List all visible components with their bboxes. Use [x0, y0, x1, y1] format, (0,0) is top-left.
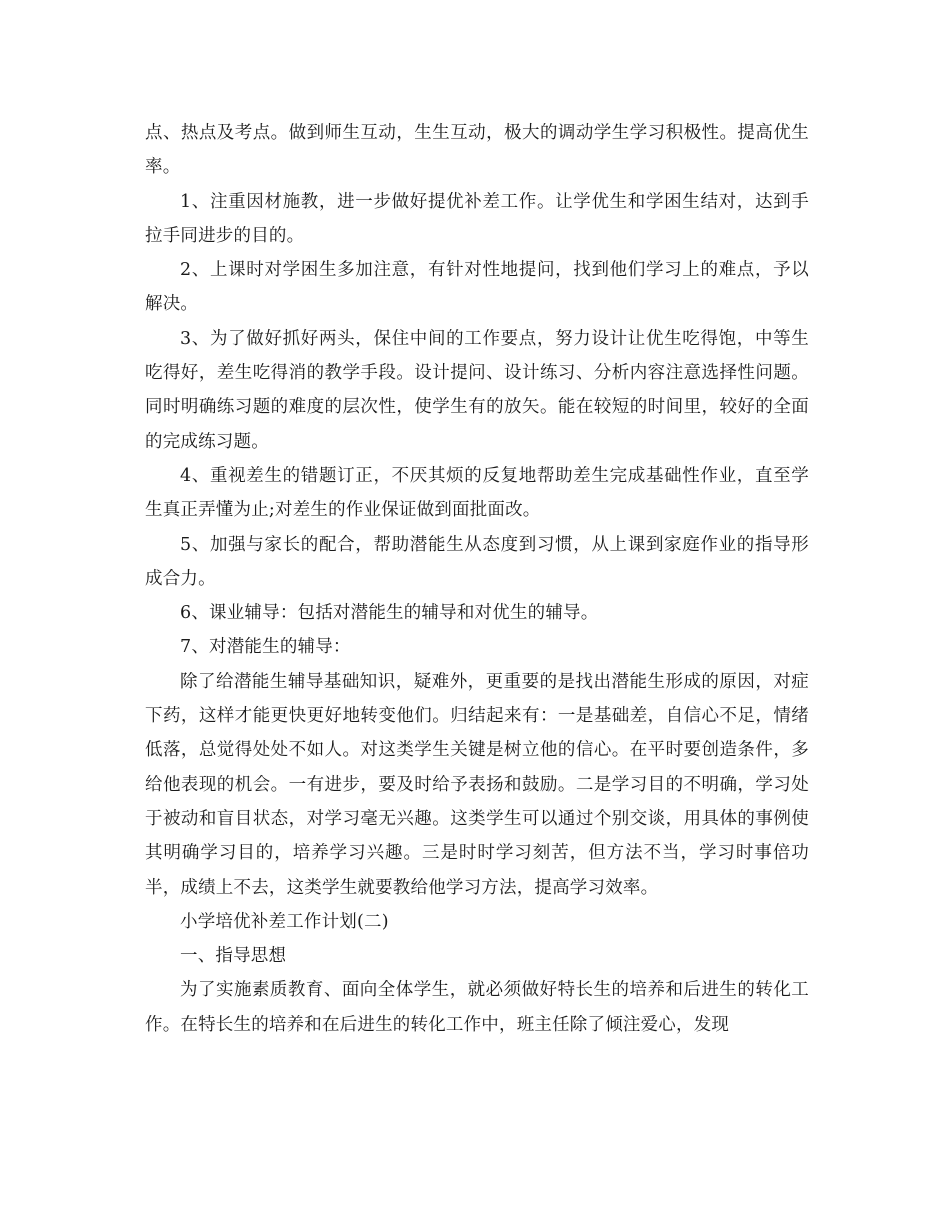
paragraph-item-2: 2、上课时对学困生多加注意，有针对性地提问，找到他们学习上的难点，予以解决。: [145, 260, 809, 315]
paragraph-continued: 点、热点及考点。做到师生互动，生生互动，极大的调动学生学习积极性。提高优生率。: [145, 123, 809, 178]
paragraph-item-4: 4、重视差生的错题订正，不厌其烦的反复地帮助差生完成基础性作业，直至学生真正弄懂为止;对差生的作业保证做到面批面改。: [145, 465, 809, 521]
paragraph-item-5: 5、加强与家长的配合，帮助潜能生从态度到习惯，从上课到家庭作业的指导形成合力。: [145, 534, 809, 589]
paragraph-guiding-ideology: 为了实施素质教育、面向全体学生，就必须做好特长生的培养和后进生的转化工作。在特长生的培养和在后进生的转化工作中，班主任除了倾注爱心，发现: [145, 980, 809, 1035]
section-title: 小学培优补差工作计划(二): [180, 911, 389, 932]
paragraph-item-6: 6、课业辅导：包括对潜能生的辅导和对优生的辅导。: [180, 603, 599, 624]
section-heading-guiding-ideology: 一、指导思想: [180, 946, 287, 967]
paragraph-item-1: 1、注重因材施教，进一步做好提优补差工作。让学优生和学困生结对，达到手拉手同进步的目的。: [145, 191, 809, 246]
paragraph-tutoring-detail: 除了给潜能生辅导基础知识，疑难外，更重要的是找出潜能生形成的原因，对症下药，这样才能更快更好地转变他们。归结起来有：一是基础差，自信心不足，情绪低落，总觉得处处不如人。对这类学生关键是树立他的信心。在平时要创造条件，多给他表现的机会。一有进步，要及时给予表扬和鼓励。二是学习目的不明确，学习处于被动和盲目状态，对学习毫无兴趣。这类学生可以通过个别交谈，用具体的事例使其明确学习目的，培养学习兴趣。三是时时学习刻苦，但方法不当，学习时事倍功半，成绩上不去，这类学生就要教给他学习方法，提高学习效率。: [145, 671, 809, 898]
document-body: [145, 116, 809, 1042]
paragraph-item-3: 3、为了做好抓好两头，保住中间的工作要点，努力设计让优生吃得饱，中等生吃得好，差生吃得消的教学手段。设计提问、设计练习、分析内容注意选择性问题。同时明确练习题的难度的层次性，使学生有的放矢。能在较短的时间里，较好的全面的完成练习题。: [145, 328, 809, 452]
paragraph-item-7: 7、对潜能生的辅导：: [180, 637, 351, 658]
